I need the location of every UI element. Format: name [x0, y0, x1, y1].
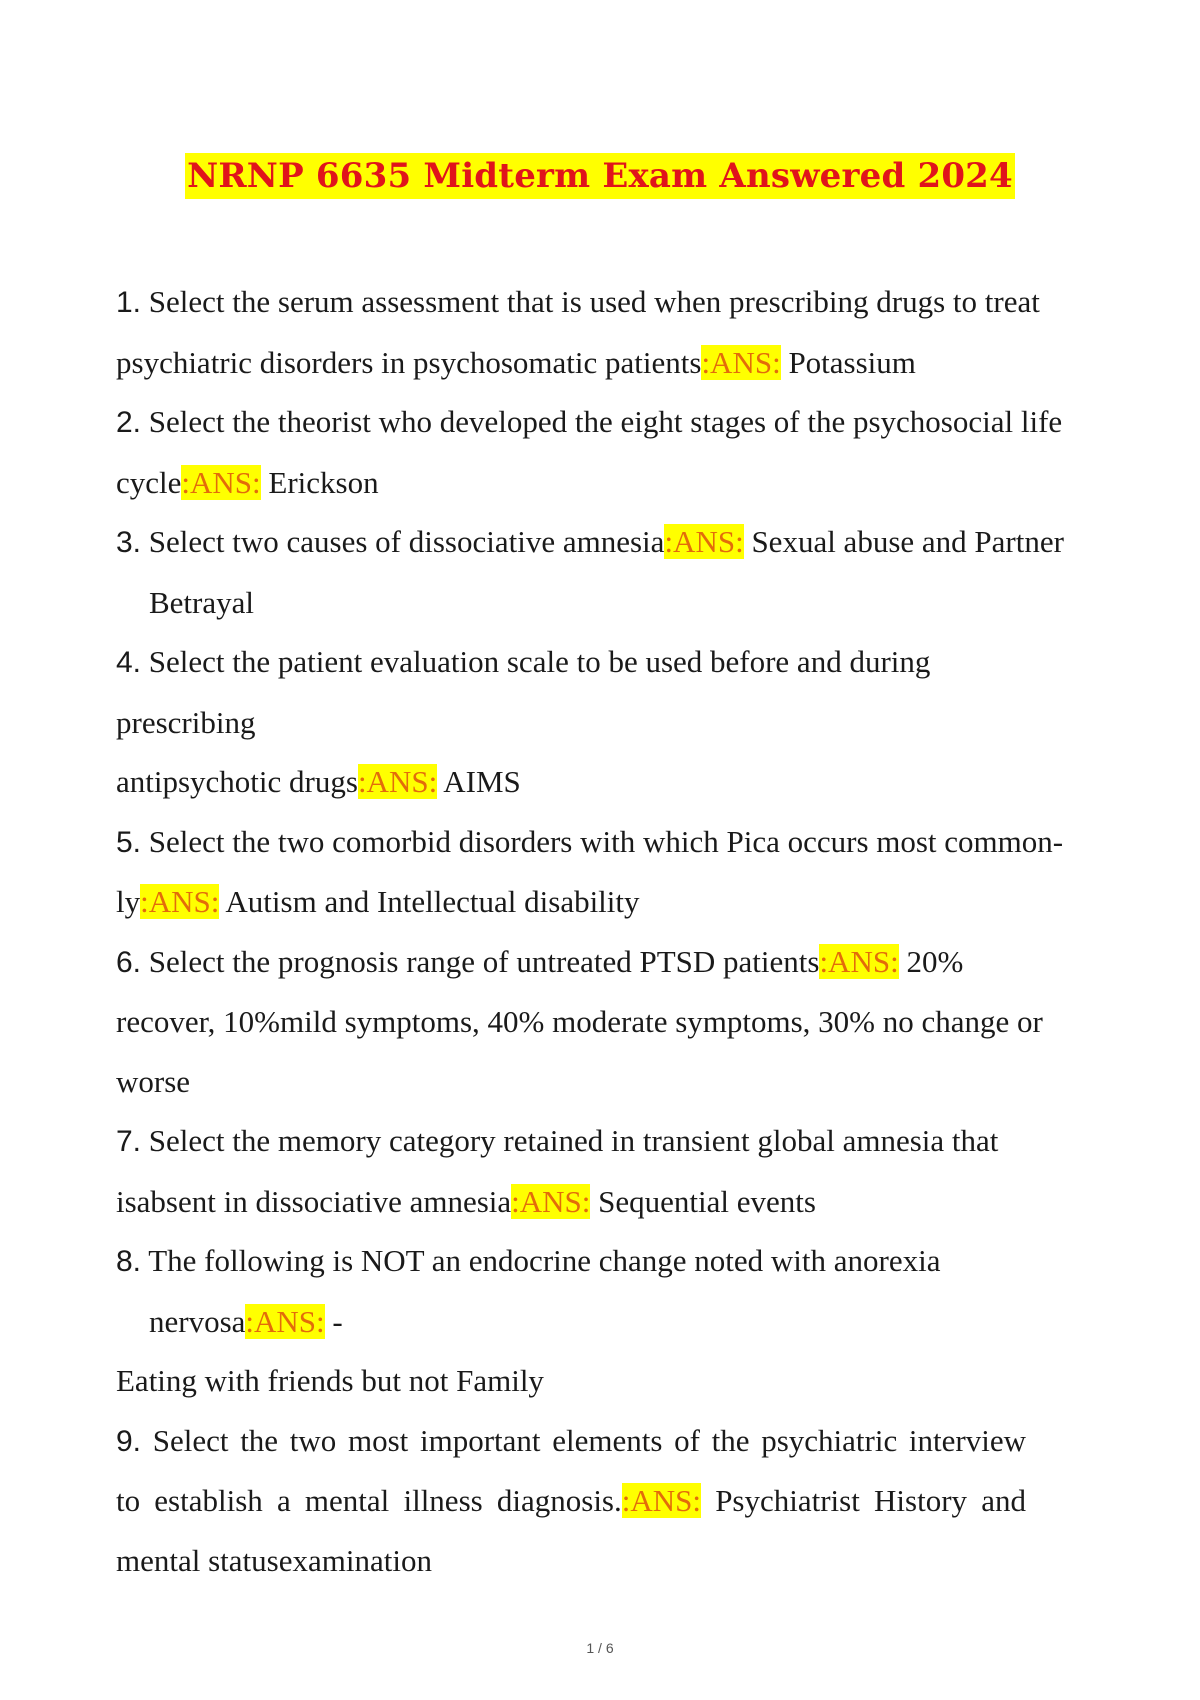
question-text: Select the serum assessment that is used when prescribing drugs to treat: [141, 284, 1040, 319]
question-number: 4.: [116, 646, 142, 679]
answer-text: -: [324, 1303, 343, 1339]
answer-text: Psychiatrist History and: [701, 1483, 1026, 1518]
question-item: [116, 932, 1076, 1112]
document-title: NRNP 6635 Midterm Exam Answered 2024: [185, 153, 1015, 199]
answer-label: :ANS:: [140, 884, 220, 919]
answer-label: :ANS:: [181, 464, 261, 500]
question-text: ly: [116, 884, 141, 919]
answer-label: :ANS:: [357, 764, 438, 799]
question-text: psychiatric disorders in psychosomatic patients: [116, 344, 702, 380]
question-text: Select the patient evaluation scale to be used before and during prescribing: [116, 644, 931, 740]
question-text: to establish a mental illness diagnosis.: [116, 1483, 622, 1518]
question-text: The following is NOT an endocrine change noted with anorexia: [141, 1243, 941, 1278]
answer-text: Sequential events: [590, 1183, 816, 1219]
question-text: Select the two most important elements of the psychiatric interview: [141, 1422, 1026, 1458]
question-item: [116, 1411, 1076, 1591]
answer-label: :ANS:: [621, 1483, 701, 1518]
question-number: 7.: [116, 1125, 142, 1158]
answer-text: worse: [116, 1063, 191, 1099]
answer-text: Betrayal: [149, 584, 255, 620]
question-text: Select the prognosis range of untreated PTSD patients: [141, 943, 820, 979]
page-indicator: 1 / 6: [586, 1640, 614, 1656]
answer-text: Autism and Intellectual disability: [219, 884, 640, 919]
question-number: 6.: [116, 945, 142, 979]
answer-text: Eating with friends but not Family: [116, 1363, 544, 1398]
answer-text: AIMS: [437, 764, 521, 799]
question-number: 3.: [116, 526, 142, 559]
question-text: cycle: [116, 464, 182, 500]
question-item: [116, 392, 1076, 512]
question-number: 1.: [116, 286, 142, 319]
question-number: 2.: [116, 406, 142, 439]
answer-label: :ANS:: [819, 943, 899, 979]
answer-text: recover, 10%mild symptoms, 40% moderate symptoms, 30% no change or: [116, 1004, 1043, 1039]
answer-text: Erickson: [260, 464, 379, 500]
question-text: Select two causes of dissociative amnesia: [141, 524, 665, 559]
question-number: 5.: [116, 825, 142, 859]
question-text: Select the memory category retained in transient global amnesia that: [141, 1123, 999, 1158]
question-number: 8.: [116, 1245, 142, 1278]
answer-label: :ANS:: [701, 344, 781, 380]
question-item: [116, 1231, 1076, 1411]
answer-text: mental statusexamination: [116, 1542, 432, 1578]
question-item: [116, 512, 1076, 632]
title-container: [0, 153, 1200, 199]
question-item: [116, 1111, 1076, 1231]
answer-text: 20%: [898, 943, 964, 979]
answer-label: :ANS:: [511, 1183, 591, 1219]
question-text: Select the two comorbid disorders with which Pica occurs most common-: [141, 823, 1064, 859]
question-item: [116, 272, 1076, 392]
question-text: Select the theorist who developed the eight stages of the psychosocial life: [141, 404, 1063, 439]
answer-text: Sexual abuse and Partner: [743, 524, 1064, 559]
question-item: [116, 812, 1076, 932]
question-text: nervosa: [149, 1303, 246, 1339]
question-text: antipsychotic drugs: [116, 764, 358, 799]
question-number: 9.: [116, 1424, 142, 1458]
answer-label: :ANS:: [245, 1303, 325, 1339]
question-item: [116, 632, 1076, 812]
answer-text: Potassium: [780, 344, 916, 380]
question-text: isabsent in dissociative amnesia: [116, 1183, 512, 1219]
question-list: [116, 272, 1076, 1590]
answer-label: :ANS:: [664, 524, 744, 559]
